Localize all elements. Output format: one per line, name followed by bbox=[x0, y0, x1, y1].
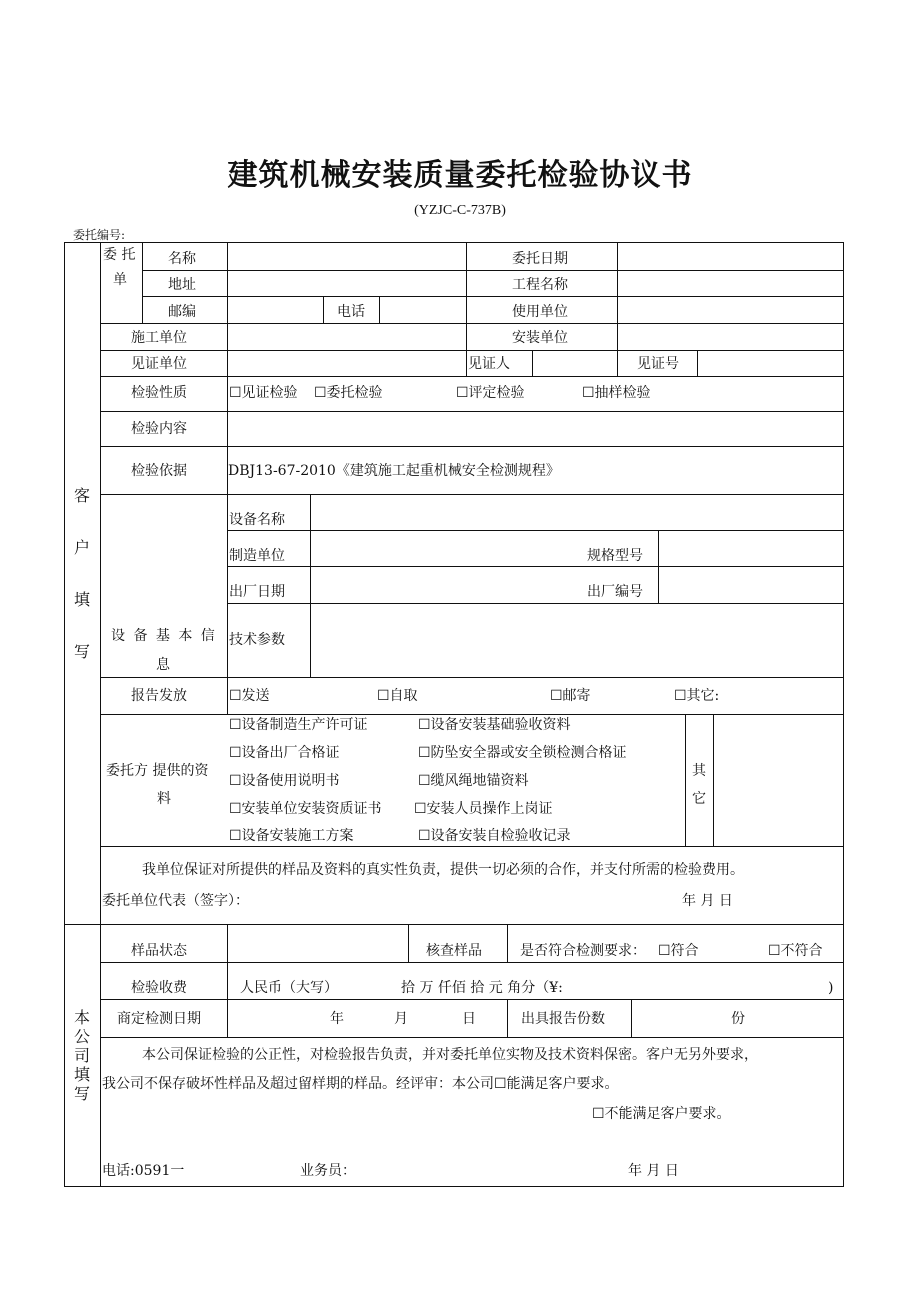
construction-unit-label: 施工单位 bbox=[131, 330, 187, 346]
client-section-label: 客 户 填 写 bbox=[73, 486, 90, 661]
sample-status-label: 样品状态 bbox=[131, 943, 187, 959]
type-option-witness[interactable]: ☐见证检验 bbox=[229, 385, 298, 401]
conform-yes[interactable]: ☐符合 bbox=[658, 943, 699, 959]
report-copies-label: 出具报告份数 bbox=[521, 1011, 605, 1027]
material-left-5[interactable]: ☐设备安装施工方案 bbox=[229, 828, 354, 844]
date-label: 委托日期 bbox=[512, 251, 568, 267]
promise-line-1: 本公司保证检验的公正性，对检验报告负责，并对委托单位实物及技术资料保密。客户无另外要求， bbox=[142, 1047, 758, 1063]
install-unit-label: 安装单位 bbox=[512, 330, 568, 346]
material-right-1[interactable]: ☐设备安装基础验收资料 bbox=[418, 717, 571, 733]
tech-params-label: 技术参数 bbox=[229, 632, 285, 648]
document-code: (YZJC-C-737B) bbox=[414, 203, 506, 218]
type-option-evaluation[interactable]: ☐评定检验 bbox=[456, 385, 525, 401]
type-option-commission[interactable]: ☐委托检验 bbox=[314, 385, 383, 401]
sign-date: 年 月 日 bbox=[682, 893, 733, 909]
inspection-type-label: 检验性质 bbox=[131, 385, 187, 401]
salesman-label: 业务员： bbox=[300, 1163, 356, 1179]
inspection-content-label: 检验内容 bbox=[131, 421, 187, 437]
footer-date: 年 月 日 bbox=[628, 1163, 679, 1179]
planned-date-day: 日 bbox=[462, 1011, 476, 1027]
delivery-option-mail[interactable]: ☐邮寄 bbox=[550, 688, 591, 704]
fee-units: 拾 万 仟佰 拾 元 角分（¥: bbox=[401, 980, 563, 996]
user-unit-label: 使用单位 bbox=[512, 304, 568, 320]
report-delivery-label: 报告发放 bbox=[131, 688, 187, 704]
unit-label-1: 委 托 bbox=[103, 247, 136, 263]
inspection-basis-label: 检验依据 bbox=[131, 463, 187, 479]
project-label: 工程名称 bbox=[512, 277, 568, 293]
copies-unit: 份 bbox=[731, 1011, 745, 1027]
witness-label: 见证人 bbox=[468, 356, 510, 372]
delivery-option-send[interactable]: ☐发送 bbox=[229, 688, 270, 704]
model-label: 规格型号 bbox=[587, 548, 643, 564]
serial-label: 委托编号: bbox=[73, 228, 126, 242]
inspection-basis-value: DBJ13-67-2010《建筑施工起重机械安全检测规程》 bbox=[228, 463, 560, 479]
signature-label: 委托单位代表（签字）： bbox=[102, 893, 249, 909]
material-left-2[interactable]: ☐设备出厂合格证 bbox=[229, 745, 340, 761]
material-right-3[interactable]: ☐缆风绳地锚资料 bbox=[418, 773, 529, 789]
materials-label-2: 料 bbox=[157, 791, 171, 807]
type-option-sampling[interactable]: ☐抽样检验 bbox=[582, 385, 651, 401]
factory-no-label: 出厂编号 bbox=[587, 584, 643, 600]
materials-label: 委托方 提供的资 bbox=[106, 763, 209, 779]
name-label: 名称 bbox=[168, 251, 196, 267]
material-left-1[interactable]: ☐设备制造生产许可证 bbox=[229, 717, 368, 733]
promise-line-3: ☐不能满足客户要求。 bbox=[592, 1106, 731, 1122]
material-right-5[interactable]: ☐设备安装自检验收记录 bbox=[418, 828, 571, 844]
witness-no-label: 见证号 bbox=[637, 356, 679, 372]
delivery-option-other[interactable]: ☐其它: bbox=[674, 688, 720, 704]
device-info-label: 设 备 基 本 信 bbox=[111, 628, 217, 644]
material-right-4[interactable]: ☐安装人员操作上岗证 bbox=[414, 801, 553, 817]
rmb-label: 人民币（大写） bbox=[240, 980, 338, 996]
material-left-3[interactable]: ☐设备使用说明书 bbox=[229, 773, 340, 789]
company-phone: 电话:0591一 bbox=[102, 1163, 185, 1179]
conform-no[interactable]: ☐不符合 bbox=[768, 943, 823, 959]
other-label-1: 其 bbox=[692, 763, 706, 779]
check-sample-label: 核查样品 bbox=[426, 943, 482, 959]
device-info-label-2: 息 bbox=[156, 657, 170, 673]
factory-date-label: 出厂日期 bbox=[229, 584, 285, 600]
other-label-2: 它 bbox=[692, 791, 706, 807]
delivery-option-pickup[interactable]: ☐自取 bbox=[377, 688, 418, 704]
conform-question: 是否符合检测要求： bbox=[520, 943, 646, 959]
phone-label: 电话 bbox=[337, 304, 365, 320]
postcode-label: 邮编 bbox=[168, 304, 196, 320]
fee-close: ) bbox=[828, 980, 834, 996]
document-title: 建筑机械安装质量委托检验协议书 bbox=[227, 158, 693, 193]
witness-unit-label: 见证单位 bbox=[131, 356, 187, 372]
manufacturer-label: 制造单位 bbox=[229, 548, 285, 564]
device-name-label: 设备名称 bbox=[229, 512, 285, 528]
planned-date-label: 商定检测日期 bbox=[117, 1011, 201, 1027]
company-section-label: 本 公 司 填 写 bbox=[73, 1008, 90, 1103]
promise-line-2: 我公司不保存破坏性样品及超过留样期的样品。经评审：本公司☐能满足客户要求。 bbox=[102, 1076, 619, 1092]
planned-date-year: 年 bbox=[330, 1011, 344, 1027]
address-label: 地址 bbox=[168, 277, 196, 293]
guarantee-text: 我单位保证对所提供的样品及资料的真实性负责，提供一切必须的合作，并支付所需的检验费用。 bbox=[142, 862, 744, 878]
material-left-4[interactable]: ☐安装单位安装资质证书 bbox=[229, 801, 382, 817]
fee-label: 检验收费 bbox=[131, 980, 187, 996]
planned-date-month: 月 bbox=[394, 1011, 408, 1027]
material-right-2[interactable]: ☐防坠安全器或安全锁检测合格证 bbox=[418, 745, 627, 761]
unit-label-2: 单 bbox=[113, 272, 127, 288]
